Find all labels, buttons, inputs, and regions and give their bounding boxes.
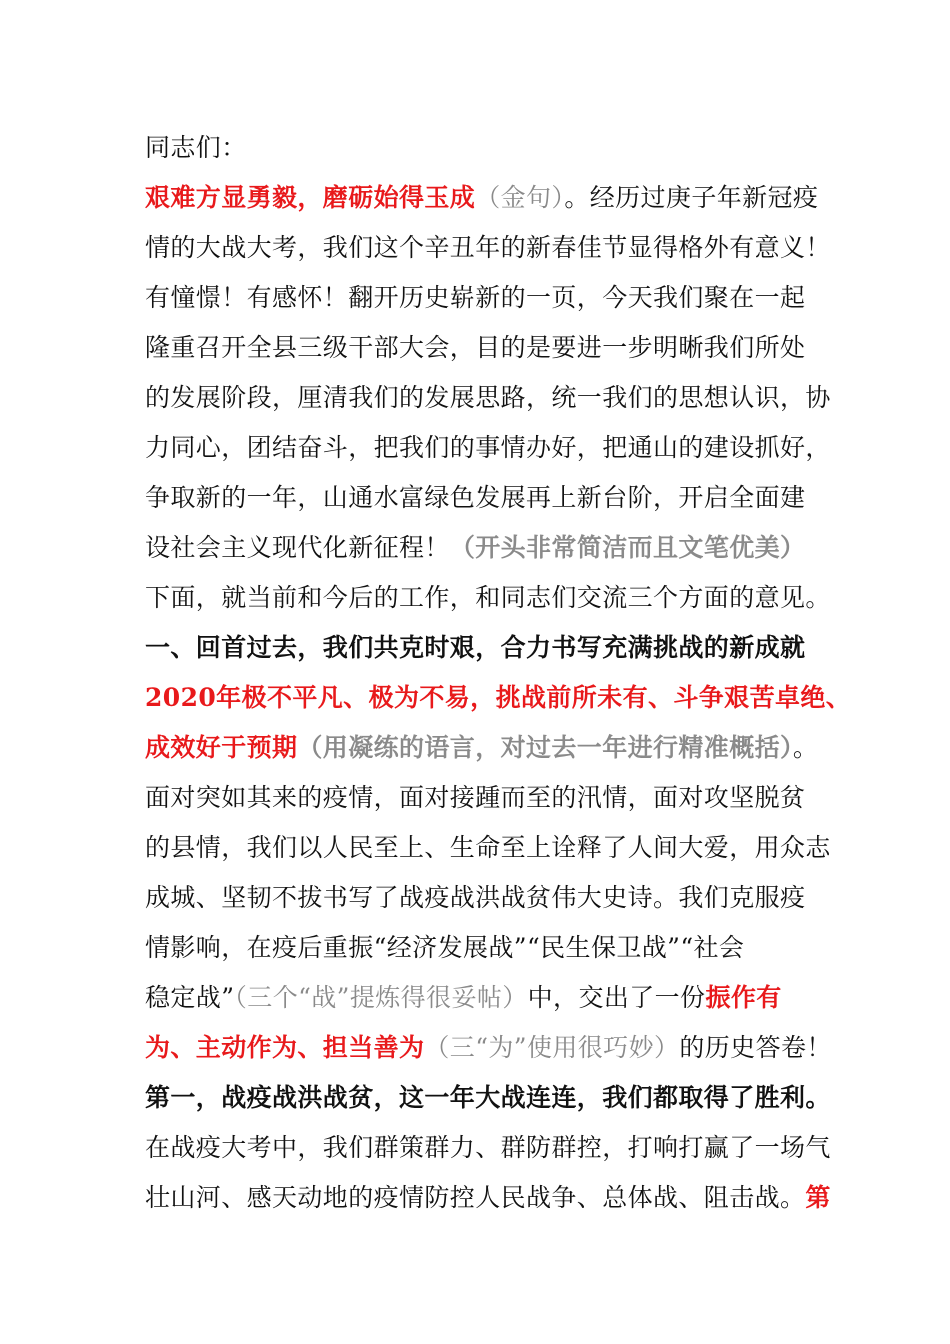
paragraph-3-text: 面对突如其来的疫情，面对接踵而至的汛情，面对攻坚脱贫: [145, 783, 806, 812]
paragraph-3-line-2: [145, 731, 819, 765]
paragraph-3-line-6: [145, 931, 815, 965]
next-highlight-start: 第: [805, 1183, 831, 1212]
annotation-three-battles: （三个“战”提炼得很妥帖）: [234, 983, 528, 1012]
paragraph-4-text: 在战疫大考中，我们群策群力、群防群控，打响打赢了一场气: [145, 1133, 831, 1162]
section-heading-1: [145, 631, 815, 665]
paragraph-1-text: 。经历过庚子年新冠疫: [564, 183, 819, 212]
summary-highlight: 成效好于预期: [145, 733, 298, 762]
golden-sentence: 艰难方显勇毅，磨砺始得玉成: [145, 183, 476, 212]
paragraph-1-line-1: [145, 181, 819, 215]
paragraph-1-text: 有憧憬！有感怀！翻开历史崭新的一页，今天我们聚在一起: [145, 283, 806, 312]
paragraph-3-line-1: [145, 681, 852, 715]
paragraph-3-text: 稳定战”: [145, 983, 235, 1012]
paragraph-1-line-5: [145, 381, 831, 415]
salutation-text: 同志们：: [145, 133, 247, 162]
paragraph-1-line-3: [145, 281, 815, 315]
paragraph-3-text: 的县情，我们以人民至上、生命至上诠释了人间大爱，用众志: [145, 833, 831, 862]
paragraph-1-line-6: [145, 431, 831, 465]
paragraph-1-line-2: [145, 231, 831, 265]
paragraph-3-line-5: [145, 881, 815, 915]
section-heading-1-text: 一、回首过去，我们共克时艰，合力书写充满挑战的新成就: [145, 633, 806, 662]
paragraph-1-text: 隆重召开全县三级干部大会，目的是要进一步明晰我们所处: [145, 333, 806, 362]
paragraph-1-line-4: [145, 331, 815, 365]
three-wei-highlight: 振作有: [705, 983, 782, 1012]
paragraph-4-line-1: [145, 1131, 831, 1165]
paragraph-3-text: 情影响，在疫后重振“经济发展战”“民生保卫战”“社会: [145, 933, 745, 962]
paragraph-1-text: 设社会主义现代化新征程！: [145, 533, 450, 562]
paragraph-3-text: 成城、坚韧不拔书写了战疫战洪战贫伟大史诗。我们克服疫: [145, 883, 806, 912]
paragraph-1-text: 情的大战大考，我们这个辛丑年的新春佳节显得格外有意义！: [145, 233, 831, 262]
annotation-golden-sentence: （金句）: [475, 183, 565, 212]
paragraph-2: [145, 581, 831, 615]
paragraph-3-text: 。: [792, 733, 819, 762]
paragraph-1-text: 力同心，团结奋斗，把我们的事情办好，把通山的建设抓好，: [145, 433, 831, 462]
paragraph-3-line-4: [145, 831, 831, 865]
paragraph-1-line-7: [145, 481, 815, 515]
paragraph-3-text: 的历史答卷！: [679, 1033, 832, 1062]
three-wei-highlight: 为、主动作为、担当善为: [145, 1033, 425, 1062]
paragraph-1-line-8: [145, 531, 815, 565]
paragraph-1-text: 争取新的一年，山通水富绿色发展再上新台阶，开启全面建: [145, 483, 806, 512]
paragraph-3-line-8: [145, 1031, 832, 1065]
summary-highlight: 2020年极不平凡、极为不易，挑战前所未有、斗争艰苦卓绝、: [145, 683, 852, 712]
annotation-summary: （用凝练的语言，对过去一年进行精准概括）: [297, 733, 793, 762]
paragraph-1-text: 的发展阶段，厘清我们的发展思路，统一我们的思想认识，协: [145, 383, 831, 412]
section-heading-2: [145, 1081, 831, 1115]
annotation-three-wei: （三“为”使用很巧妙）: [424, 1033, 680, 1062]
paragraph-4-text: 壮山河、感天动地的疫情防控人民战争、总体战、阻击战。: [145, 1183, 806, 1212]
paragraph-3-line-3: [145, 781, 815, 815]
salutation: [145, 131, 815, 165]
annotation-opening: （开头非常简洁而且文笔优美）: [449, 533, 806, 562]
paragraph-3-line-7: [145, 981, 815, 1015]
paragraph-4-line-2: [145, 1181, 831, 1215]
section-heading-2-text: 第一，战疫战洪战贫，这一年大战连连，我们都取得了胜利。: [145, 1083, 831, 1112]
paragraph-2-text: 下面，就当前和今后的工作，和同志们交流三个方面的意见。: [145, 583, 831, 612]
paragraph-3-text: 中，交出了一份: [527, 983, 706, 1012]
